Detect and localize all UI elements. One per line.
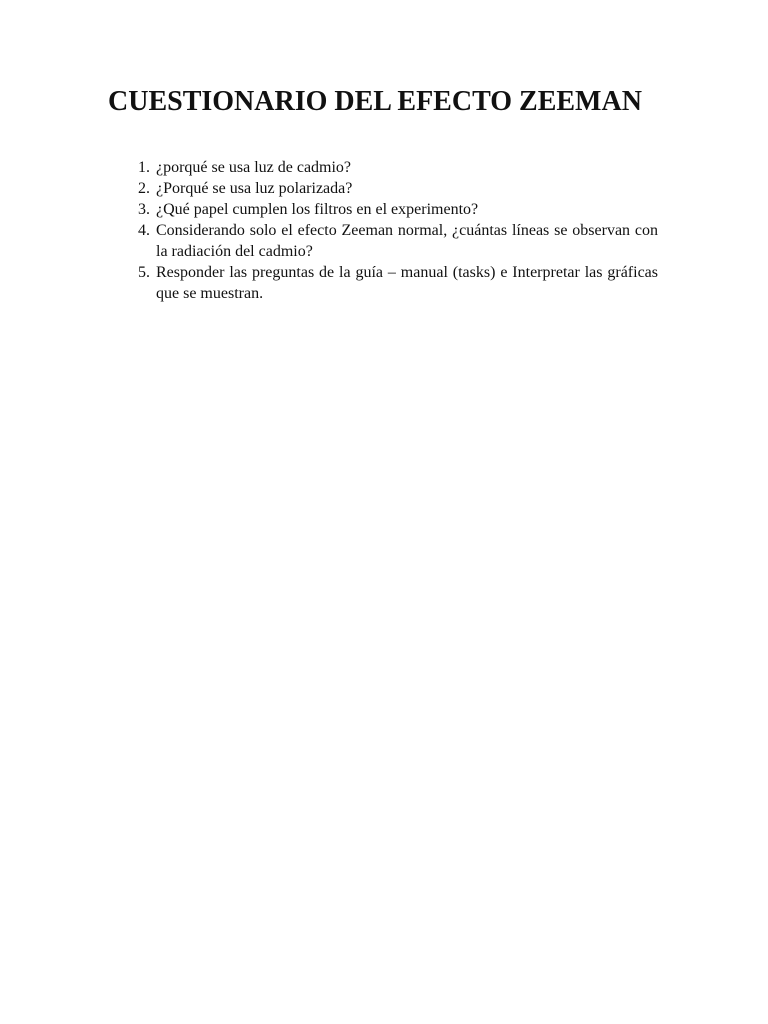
question-item bbox=[126, 157, 658, 178]
question-number: 1. bbox=[138, 159, 150, 176]
question-text: Considerando solo el efecto Zeeman normal, ¿cuántas líneas se observan con la radiación del cadmio? bbox=[156, 222, 658, 260]
question-item bbox=[126, 199, 658, 220]
question-text: ¿porqué se usa luz de cadmio? bbox=[156, 159, 352, 176]
question-number: 5. bbox=[138, 264, 150, 281]
question-number: 2. bbox=[138, 180, 150, 197]
question-text: ¿Porqué se usa luz polarizada? bbox=[156, 180, 353, 197]
question-number: 4. bbox=[138, 222, 150, 239]
question-item bbox=[126, 220, 658, 262]
question-text: Responder las preguntas de la guía – manual (tasks) e Interpretar las gráficas que se muestran. bbox=[156, 264, 658, 302]
question-item bbox=[126, 262, 658, 304]
document-title: CUESTIONARIO DEL EFECTO ZEEMAN bbox=[108, 86, 642, 117]
question-number: 3. bbox=[138, 201, 150, 218]
question-text: ¿Qué papel cumplen los filtros en el experimento? bbox=[156, 201, 479, 218]
question-list bbox=[126, 157, 658, 304]
question-item bbox=[126, 178, 658, 199]
